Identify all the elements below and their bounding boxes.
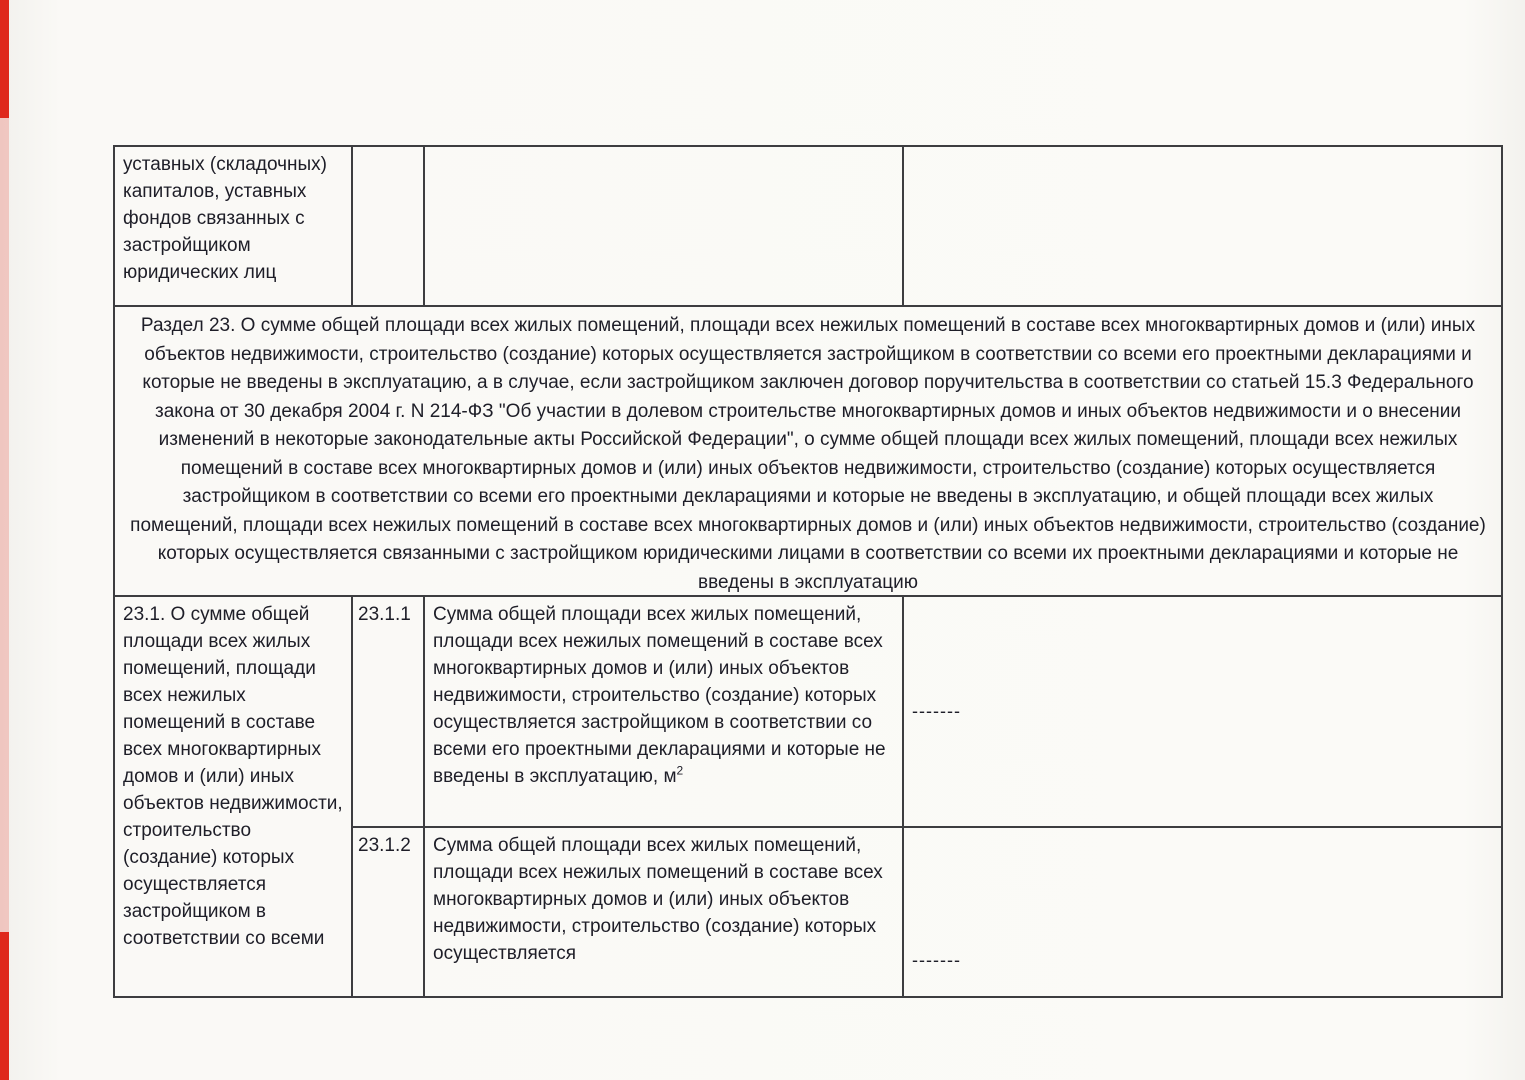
section-23-header: Раздел 23. О сумме общей площади всех жилых помещений, площади всех нежилых помещений в составе всех многоквартирных домов и (или) иных объектов недвижимости, строительство (создание) которых осуществляется застройщиком в соответствии со всеми его проектными декларациями и которые не введены в эксплуатацию, а в случае, если застройщиком заключен договор поручительства в соответствии со статьей 15.3 Федерального закона от 30 декабря 2004 г. N 214-ФЗ "Об участии в долевом строительстве многоквартирных домов и иных объектов недвижимости и о внесении изменений в некоторые законодательные акты Российской Федерации", о сумме общей площади всех жилых помещений, площади всех нежилых помещений в составе всех многоквартирных домов и (или) иных объектов недвижимости, строительство (создание) которых осуществляется застройщиком в соответствии со всеми его проектными декларациями и которые не введены в эксплуатацию, и общей площади всех жилых помещений, площади всех нежилых помещений в составе всех многоквартирных домов и (или) иных объектов недвижимости, строительство (создание) которых осуществляется связанными с застройщиком юридическими лицами в соответствии со всеми их проектными декларациями и которые не введены в эксплуатацию [115,307,1501,597]
value-dashes: ------- [912,950,961,970]
table-cell-carryover-value [904,147,1501,307]
table-cell-carryover-label: уставных (складочных) капиталов, уставных фондов связанных с застройщиком юридических лиц [115,147,353,307]
table-cell-23-1-2-description: Сумма общей площади всех жилых помещений, площади всех нежилых помещений в составе всех многоквартирных домов и (или) иных объектов недвижимости, строительство (создание) которых осуществляется [425,828,904,996]
table-cell-23-1-1-value [904,597,1501,828]
declaration-table [113,145,1503,998]
scan-edge-artifact-middle [0,118,9,932]
scan-edge-artifact-top [0,0,9,118]
description-text: Сумма общей площади всех жилых помещений, площади всех нежилых помещений в составе всех многоквартирных домов и (или) иных объектов недвижимости, строительство (создание) которых осуществляется застройщиком в соответствии со всеми его проектными декларациями и которые не введены в эксплуатацию, м [433,604,886,787]
superscript-2: 2 [676,763,684,778]
table-cell-23-1-2-value [904,828,1501,996]
table-cell-23-1-1-description [425,597,904,828]
table-cell-23-1-label: 23.1. О сумме общей площади всех жилых помещений, площади всех нежилых помещений в составе всех многоквартирных домов и (или) иных объектов недвижимости, строительство (создание) которых осуществляется застройщиком в соответствии со всеми [115,597,353,996]
value-dashes: ------- [912,701,961,721]
table-cell-23-1-1-number: 23.1.1 [353,597,425,828]
table-cell-carryover-description [425,147,904,307]
table-cell-carryover-number [353,147,425,307]
scan-edge-artifact-bottom [0,932,9,1080]
table-cell-23-1-2-number: 23.1.2 [353,828,425,996]
